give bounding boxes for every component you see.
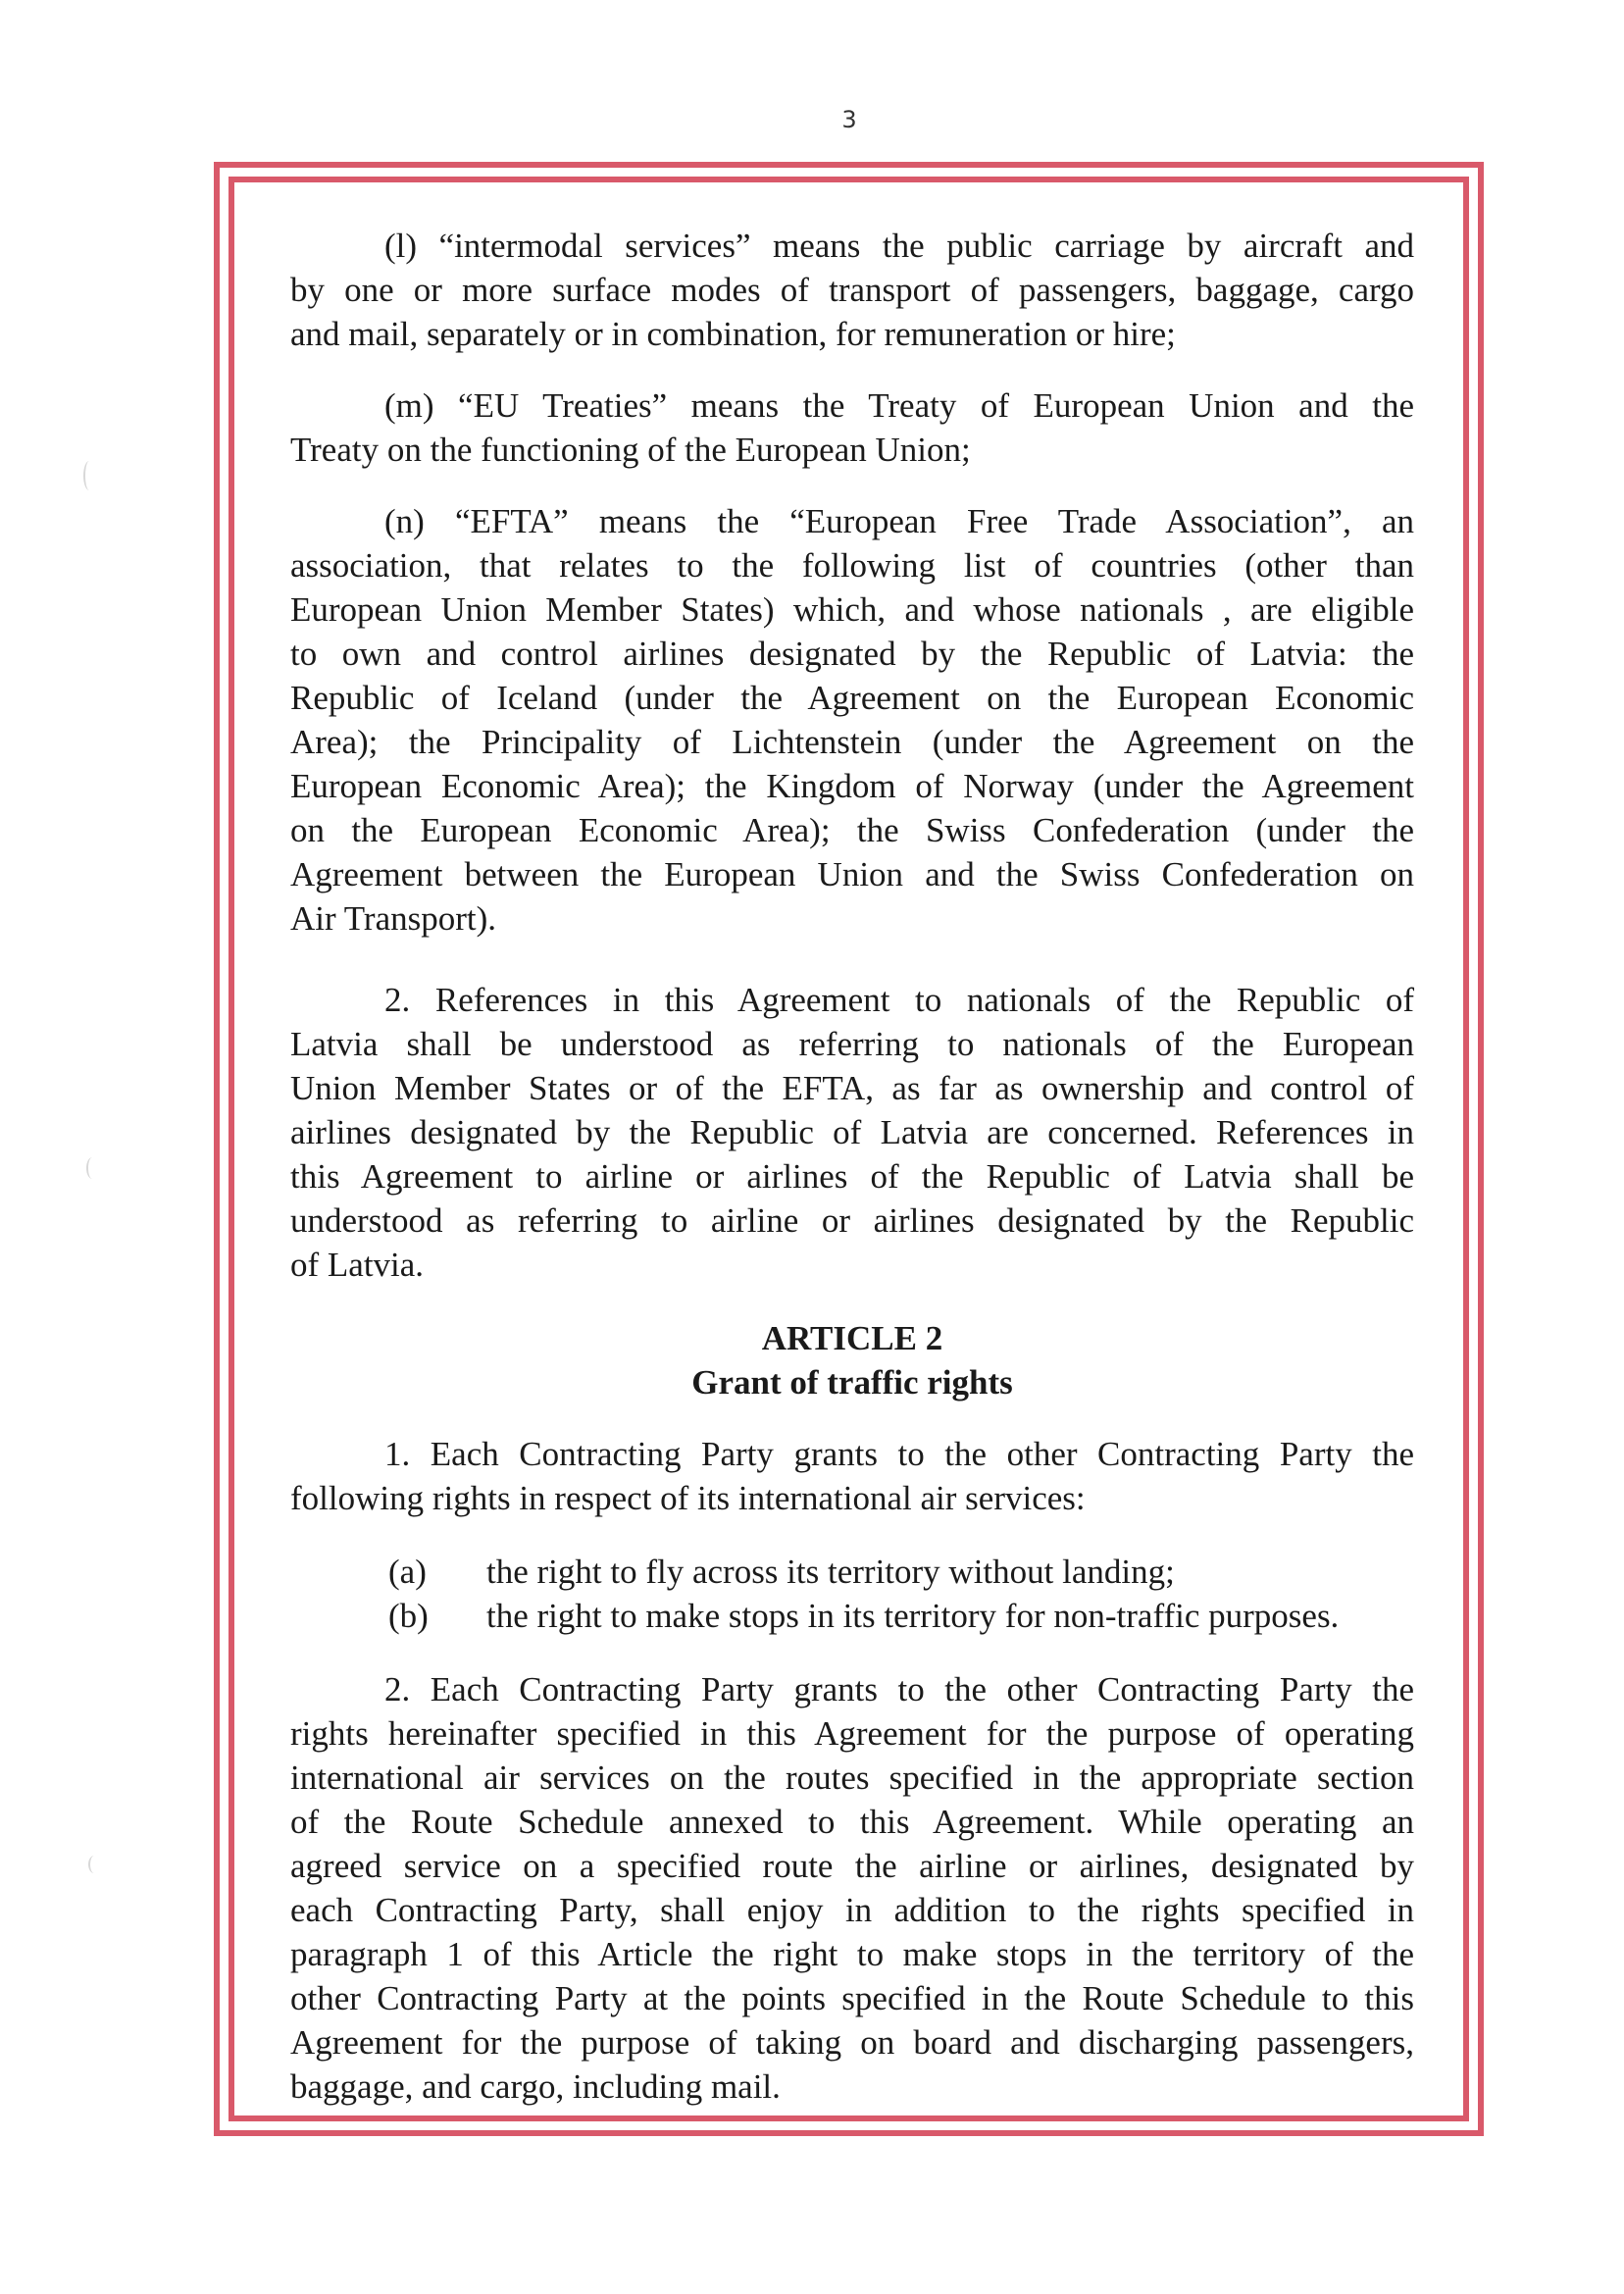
text-line: Agreement for the purpose of taking on board and discharging passengers, bbox=[290, 2023, 1414, 2062]
list-item-label: (b) bbox=[388, 1597, 429, 1635]
text-line: 2. Each Contracting Party grants to the other Contracting Party the bbox=[384, 1670, 1414, 1708]
text-line: agreed service on a specified route the airline or airlines, designated by bbox=[290, 1847, 1414, 1885]
scan-artifact-mark bbox=[86, 1157, 98, 1179]
text-line: international air services on the routes specified in the appropriate section bbox=[290, 1759, 1414, 1797]
text-line: other Contracting Party at the points specified in the Route Schedule to this bbox=[290, 1979, 1414, 2017]
document-body bbox=[290, 224, 1414, 2136]
text-line: each Contracting Party, shall enjoy in addition to the rights specified in bbox=[290, 1891, 1414, 1929]
text-line: airlines designated by the Republic of Latvia are concerned. References in bbox=[290, 1113, 1414, 1151]
article-number-heading: ARTICLE 2 bbox=[761, 1319, 943, 1357]
text-line: this Agreement to airline or airlines of the Republic of Latvia shall be bbox=[290, 1157, 1414, 1196]
definition-l bbox=[290, 224, 1414, 356]
article2-paragraph-1 bbox=[290, 1432, 1414, 1520]
text-line: Agreement between the European Union and the Swiss Confederation on bbox=[290, 855, 1414, 893]
text-line: rights hereinafter specified in this Agreement for the purpose of operating bbox=[290, 1714, 1414, 1753]
list-item bbox=[290, 1550, 1414, 1594]
definition-m bbox=[290, 383, 1414, 472]
text-line: Latvia shall be understood as referring to nationals of the European bbox=[290, 1025, 1414, 1063]
text-line: following rights in respect of its international air services: bbox=[290, 1479, 1086, 1517]
text-line: paragraph 1 of this Article the right to make stops in the territory of the bbox=[290, 1935, 1414, 1973]
scan-artifact-mark bbox=[88, 1856, 100, 1873]
list-item-text: the right to fly across its territory without landing; bbox=[486, 1553, 1175, 1591]
text-line: European Union Member States) which, and whose nationals , are eligible bbox=[290, 590, 1414, 629]
text-line: on the European Economic Area); the Swiss Confederation (under the bbox=[290, 811, 1414, 849]
list-item-label: (a) bbox=[388, 1553, 427, 1591]
article2-paragraph-2 bbox=[290, 1667, 1414, 2109]
text-line: of Latvia. bbox=[290, 1246, 425, 1284]
text-line: Republic of Iceland (under the Agreement on the European Economic bbox=[290, 679, 1414, 717]
text-line: 1. Each Contracting Party grants to the other Contracting Party the bbox=[384, 1435, 1414, 1473]
list-item bbox=[290, 1594, 1414, 1638]
definition-n bbox=[290, 499, 1414, 941]
text-line: European Economic Area); the Kingdom of Norway (under the Agreement bbox=[290, 767, 1414, 805]
scan-artifact-mark bbox=[83, 461, 95, 490]
article2-heading bbox=[290, 1316, 1414, 1404]
text-line: and mail, separately or in combination, for remuneration or hire; bbox=[290, 315, 1176, 353]
text-line: Area); the Principality of Lichtenstein (under the Agreement on the bbox=[290, 723, 1414, 761]
list-item-text: the right to make stops in its territory for non-traffic purposes. bbox=[486, 1597, 1340, 1635]
text-line: baggage, and cargo, including mail. bbox=[290, 2067, 781, 2106]
text-line: Air Transport). bbox=[290, 899, 497, 938]
text-line: by one or more surface modes of transport of passengers, baggage, cargo bbox=[290, 271, 1414, 309]
text-line: understood as referring to airline or airlines designated by the Republic bbox=[290, 1201, 1414, 1240]
text-line: to own and control airlines designated by the Republic of Latvia: the bbox=[290, 635, 1414, 673]
text-line: Treaty on the functioning of the European Union; bbox=[290, 431, 971, 469]
text-line: of the Route Schedule annexed to this Agreement. While operating an bbox=[290, 1803, 1414, 1841]
page-number: 3 bbox=[841, 106, 857, 133]
text-line: Union Member States or of the EFTA, as far as ownership and control of bbox=[290, 1069, 1414, 1107]
text-line: (m) “EU Treaties” means the Treaty of European Union and the bbox=[384, 386, 1414, 425]
text-line: 2. References in this Agreement to nationals of the Republic of bbox=[384, 981, 1414, 1019]
article1-paragraph-2 bbox=[290, 978, 1414, 1287]
text-line: (n) “EFTA” means the “European Free Trade Association”, an bbox=[384, 502, 1414, 540]
text-line: (l) “intermodal services” means the public carriage by aircraft and bbox=[384, 227, 1414, 265]
text-line: association, that relates to the following list of countries (other than bbox=[290, 546, 1414, 585]
article-title-heading: Grant of traffic rights bbox=[691, 1363, 1013, 1402]
rights-list bbox=[290, 1550, 1414, 1638]
